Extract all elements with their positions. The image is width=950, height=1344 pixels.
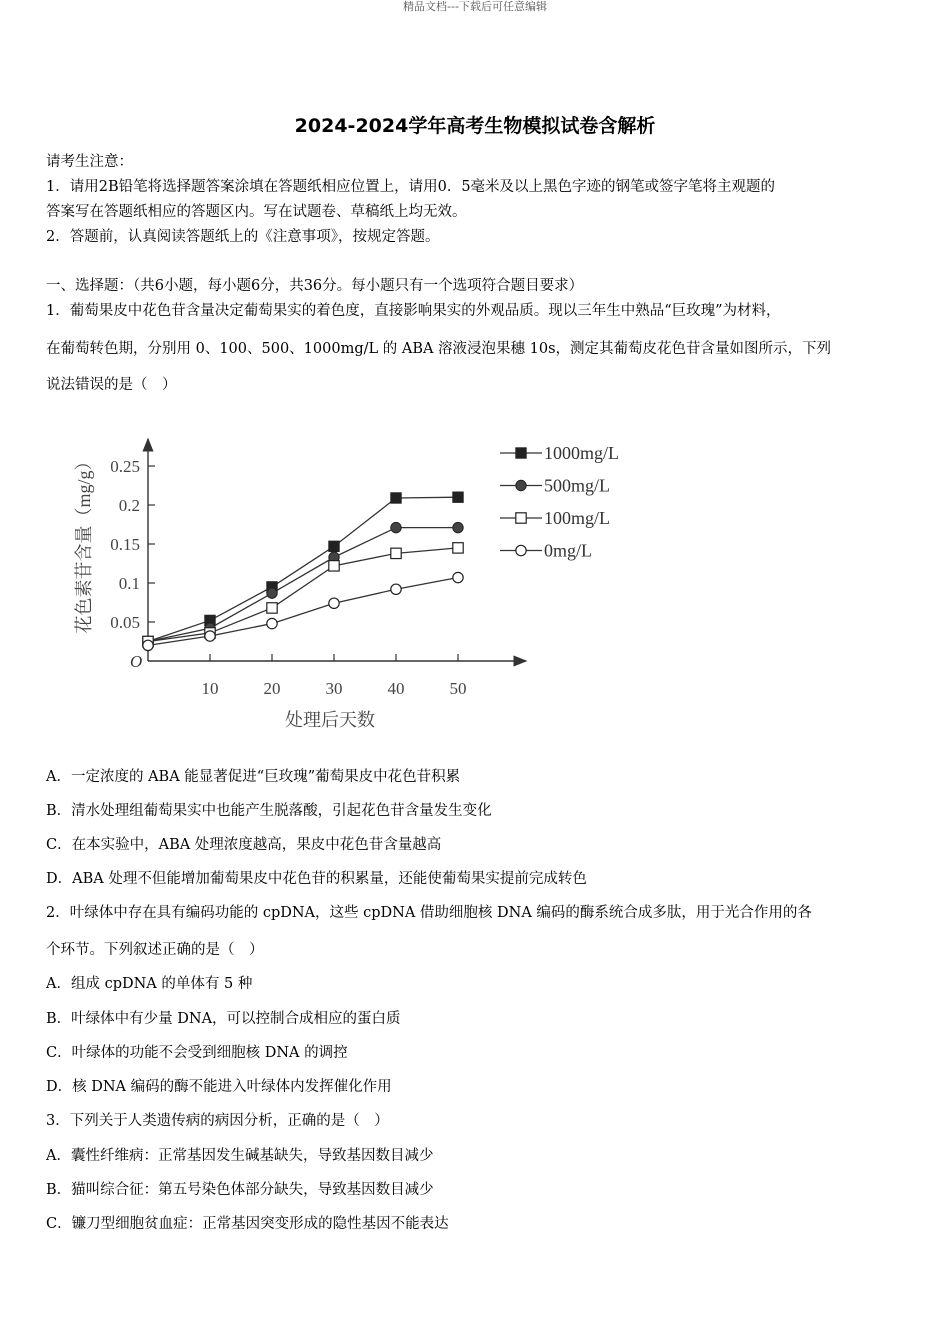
q1-option-d: D．ABA 处理不但能增加葡萄果皮中花色苷的积累量，还能使葡萄果实提前完成转色	[46, 871, 587, 887]
q1-option-b: B．清水处理组葡萄果实中也能产生脱落酸，引起花色苷含量发生变化	[46, 803, 492, 819]
data-point	[267, 603, 277, 613]
notice-item-1-line-2: 答案写在答题纸相应的答题区内。写在试题卷、草稿纸上均无效。	[46, 204, 467, 220]
q3-stem: 3．下列关于人类遗传病的病因分析，正确的是（ ）	[46, 1113, 389, 1129]
x-axis-label: 处理后天数	[285, 710, 375, 730]
q3-option-a: A．囊性纤维病：正常基因发生碱基缺失，导致基因数目减少	[46, 1148, 434, 1164]
legend-label: 1000mg/L	[544, 443, 619, 463]
legend-label: 500mg/L	[544, 475, 610, 496]
data-point	[267, 618, 277, 628]
x-tick-label: 50	[449, 679, 467, 698]
y-tick-label: 0.2	[118, 496, 140, 515]
anthocyanin-line-chart	[60, 425, 660, 745]
page-header: 精品文档---下载后可任意编辑	[403, 0, 547, 13]
q3-option-c: C．镰刀型细胞贫血症：正常基因突变形成的隐性基因不能表达	[46, 1216, 449, 1232]
data-point	[329, 541, 339, 551]
q2-stem-line-1: 2．叶绿体中存在具有编码功能的 cpDNA，这些 cpDNA 借助细胞核 DNA 编码的酶系统合成多肽，用于光合作用的各	[46, 905, 812, 921]
origin-label: O	[130, 652, 143, 671]
section-heading: 一、选择题：（共6小题，每小题6分，共36分。每小题只有一个选项符合题目要求）	[46, 278, 584, 294]
y-tick-label: 0.15	[110, 535, 140, 554]
series-line-0	[148, 497, 458, 641]
q2-stem-line-2: 个环节。下列叙述正确的是（ ）	[46, 942, 264, 958]
data-point	[453, 572, 463, 582]
q2-option-c: C．叶绿体的功能不会受到细胞核 DNA 的调控	[46, 1045, 348, 1061]
page-title: 2024-2024学年高考生物模拟试卷含解析	[294, 115, 656, 137]
data-point	[453, 543, 463, 553]
legend-marker	[516, 480, 526, 490]
q1-option-c: C．在本实验中，ABA 处理浓度越高，果皮中花色苷含量越高	[46, 837, 442, 853]
data-point	[391, 493, 401, 503]
y-tick-label: 0.05	[110, 613, 140, 632]
data-point	[391, 548, 401, 558]
series-line-2	[148, 548, 458, 642]
q1-stem-line-2: 在葡萄转色期，分别用 0、100、500、1000mg/L 的 ABA 溶液浸泡果穗 10s，测定其葡萄皮花色苷含量如图所示，下列	[46, 341, 832, 357]
data-point	[329, 598, 339, 608]
legend-label: 100mg/L	[544, 508, 610, 528]
y-axis-label: 花色素苷含量（mg/g）	[74, 452, 94, 634]
x-tick-label: 10	[201, 679, 219, 698]
notice-item-2: 2．答题前，认真阅读答题纸上的《注意事项》，按规定答题。	[46, 229, 440, 245]
q2-option-a: A．组成 cpDNA 的单体有 5 种	[46, 976, 253, 992]
data-point	[329, 561, 339, 571]
y-tick-label: 0.1	[118, 574, 140, 593]
q2-option-b: B．叶绿体中有少量 DNA，可以控制合成相应的蛋白质	[46, 1011, 401, 1027]
data-point	[143, 640, 153, 650]
q1-option-a: A．一定浓度的 ABA 能显著促进“巨玫瑰”葡萄果皮中花色苷积累	[46, 769, 461, 785]
series-line-1	[148, 528, 458, 642]
legend-marker	[516, 448, 526, 458]
data-point	[391, 584, 401, 594]
legend-marker	[516, 545, 526, 555]
q1-stem-line-3: 说法错误的是（ ）	[46, 377, 177, 393]
q3-option-b: B．猫叫综合征：第五号染色体部分缺失，导致基因数目减少	[46, 1182, 434, 1198]
x-tick-label: 20	[263, 679, 281, 698]
legend-marker	[516, 513, 526, 523]
data-point	[453, 522, 463, 532]
data-point	[205, 631, 215, 641]
q1-stem-line-1: 1．葡萄果皮中花色苷含量决定葡萄果实的着色度，直接影响果实的外观品质。现以三年生中熟品“巨玫瑰”为材料，	[46, 303, 781, 319]
x-tick-label: 40	[387, 679, 405, 698]
notice-heading: 请考生注意：	[46, 154, 133, 170]
q2-option-d: D．核 DNA 编码的酶不能进入叶绿体内发挥催化作用	[46, 1079, 392, 1095]
y-tick-label: 0.25	[110, 457, 140, 476]
legend-label: 0mg/L	[544, 540, 592, 561]
data-point	[267, 588, 277, 598]
data-point	[391, 522, 401, 532]
x-tick-label: 30	[325, 679, 343, 698]
data-point	[453, 492, 463, 502]
notice-item-1-line-1: 1．请用2B铅笔将选择题答案涂填在答题纸相应位置上，请用0．5毫米及以上黑色字迹的钢笔或签字笔将主观题的	[46, 179, 776, 195]
